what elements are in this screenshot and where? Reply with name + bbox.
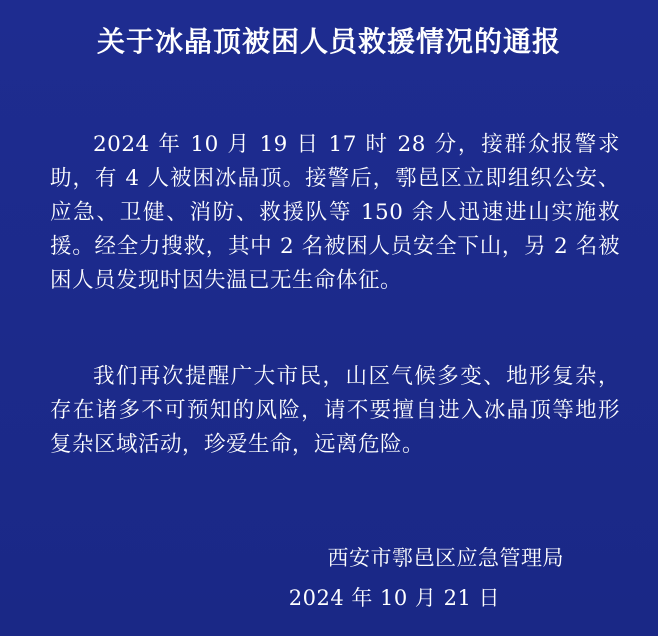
signature-organization: 西安市鄠邑区应急管理局 [327,546,564,570]
notice-paragraph-incident: 2024 年 10 月 19 日 17 时 28 分，接群众报警求助，有 4 人被困冰晶顶。接警后，鄠邑区立即组织公安、应急、卫健、消防、救援队等 150 余人迅速进山实施救援。经全力搜救，其中 2 名被困人员安全下山，另 2 名被困人员发现时因失温已无生命体征。 [50,131,620,293]
notice-paragraph-reminder: 我们再次提醒广大市民，山区气候多变、地形复杂，存在诸多不可预知的风险，请不要擅自进入冰晶顶等地形复杂区域活动，珍爱生命，远离危险。 [50,363,620,457]
notice-title: 关于冰晶顶被困人员救援情况的通报 [96,25,561,58]
signature-date: 2024 年 10 月 21 日 [288,586,500,610]
